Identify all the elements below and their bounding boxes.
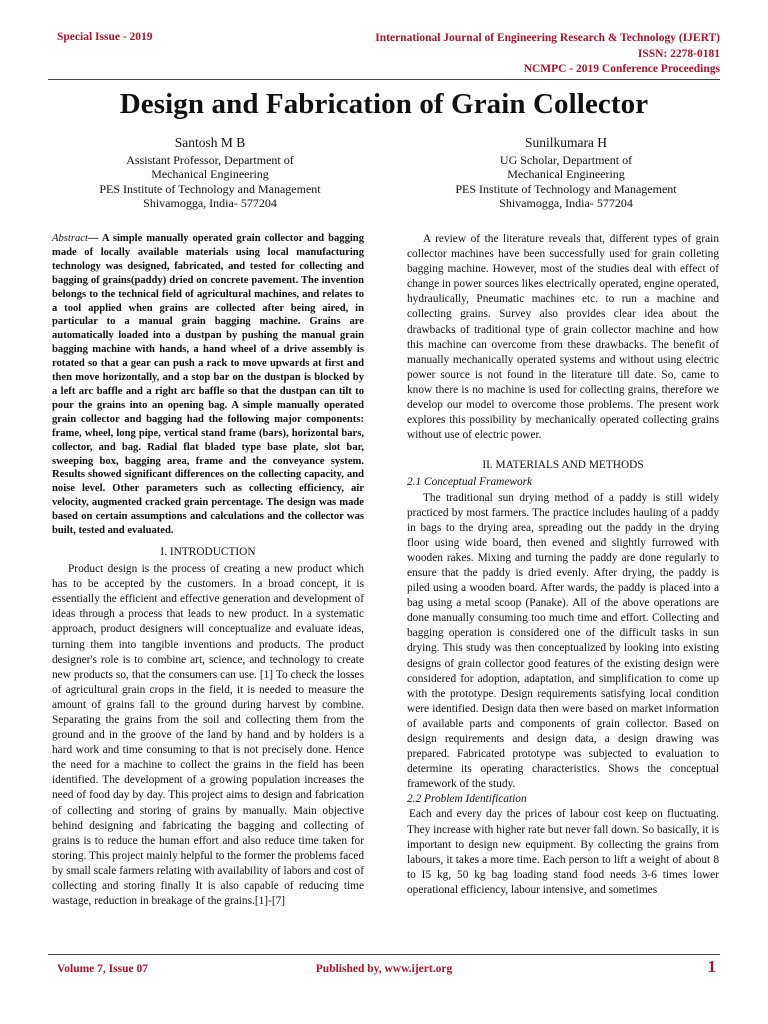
author-dept: Mechanical Engineering [507, 167, 625, 181]
author-location: Shivamogga, India- 577204 [143, 196, 277, 210]
abstract [52, 232, 364, 538]
author-location: Shivamogga, India- 577204 [499, 196, 633, 210]
left-column [52, 232, 364, 909]
author-institution: PES Institute of Technology and Management [99, 181, 321, 196]
author-institution: PES Institute of Technology and Management [455, 181, 677, 196]
section-heading-introduction: I. INTRODUCTION [160, 545, 256, 558]
conference-name: NCMPC - 2019 Conference Proceedings [523, 63, 720, 75]
footer-rule [48, 954, 720, 955]
journal-issn: ISSN: 2278-0181 [637, 47, 720, 60]
conceptual-framework-text: The traditional sun drying method of a paddy is still widely practiced by most farmers. The practice includes hauling of a paddy in bags to the drying area, spreading out the paddy in the drying floor using wide board, then evened and slightly furrowed with wooden rakes. Mixing and turning the paddy are done regularly to ensure that the paddy is dried evenly. After drying, the paddy is piled using a wooden board. After wards, the paddy is placed into a bag using a metal scoop (Panake). All of the above operations are done manually consuming too much time and effort. Collecting and bagging operation is considered one of the difficult tasks in sun drying. This study was then conceptualized by looking into existing designs of grain collector good features of the existing design were considered for adoption, adaptation, and simplification to come up with the prototype. Design requirements satisfying local condition were identified. Design data then were based on market information of available parts and components of grain collector. Based on design requirements and design data, a design drawing was prepared. Fabricated prototype was subjected to evaluation to determine its operating characteristics. Shows the conceptual framework of the study. [407, 491, 719, 791]
page-number: 1 [707, 957, 716, 976]
abstract-text: — A simple manually operated grain collector and bagging made of locally available materials using local manufacturing technology was designed, fabricated, and tested for collecting and bagging of grains(paddy) dried on concrete pavement. The invention belongs to the technical field of agricultural machines, and relates to a tool applied when grains are collected after being aired, in particular to a manual grain bagging machine. Grains are automatically loaded into a dustpan by pushing the manual grain bagging machine with hands, a hand wheel of a drive assembly is rotated so that a gear can push a rack to move upwards at first and then move horizontally, and a stop bar on the dustpan is blocked by a left arc baffle and a right arc baffle so that the dustpan can tilt to pour the grains into an opening bag. A simple manually operated grain collector and bagging had the following major components: frame, wheel, long pipe, vertical stand frame (bars), horizontal bars, collector, and bag. Radial flat bladed type base plate, slot bar, sweeping box, bagging area, frame and the conveyance system. Results showed significant differences on the collecting capacity, and noise level. Other parameters such as collecting efficiency, air velocity, augmented cracked grain percentage. The design was made based on certain assumptions and calculations and the collector was built, tested and evaluated. [52, 233, 364, 537]
subsection-heading-conceptual: 2.1 Conceptual Framework [407, 476, 533, 489]
author-block-1 [60, 136, 360, 211]
right-column [407, 232, 719, 898]
author-role: Assistant Professor, Department of [126, 152, 294, 167]
problem-identification-text: Each and every day the prices of labour cost keep on fluctuating. They increase with higher rate but never fall down. So basically, it is important to design new equipment. By collecting the grains from labours, it takes a more time. Each person to lift a weight of about 8 to I5 kg, 50 kg bag loading stand food needs 3-6 times lower operational efficiency, labour intensive, and sometimes [407, 808, 719, 896]
paper-title: Design and Fabrication of Grain Collector [119, 88, 649, 120]
author-name: Santosh M B [174, 135, 246, 150]
introduction-text: Product design is the process of creating a new product which has to be accepted by the customers. In a broad concept, it is essentially the efficient and effective generation and development of ideas through a process that leads to new product. In a systematic approach, product designers will conceptualize and evaluate ideas, turning them into tangible inventions and products. The product designer's role is to combine art, science, and technology to create new products so, that the consumers can use. [1] To check the losses of agricultural grain crops in the field, it is needed to measure the amount of grains fall to the ground during harvest by combine. Separating the grains from the soil and collecting them from the ground and in the groove of the land by hand and by holders is a hard work and time consuming to that is not precisely done. Hence the need for a machine to collect the grains in the field has been identified. The development of a growing population increases the need of food day by day. This project aims to design and fabrication of collecting and storing of grains by manually. Main objective behind designing and fabricating the bagging and collecting of grains is to reduce the human effort and also reduce time taken for storing. This project mainly helpful to the former the problems faced by small scale farmers relating with availability of labors and cost of collecting and storing finally It is also capable of reducing time wastage, reduction in breakage of the grains.[1]-[7] [52, 563, 364, 908]
header-special-issue: Special Issue - 2019 [57, 31, 153, 43]
abstract-label: Abstract [52, 233, 88, 244]
journal-name: International Journal of Engineering Research & Technology (IJERT) [375, 32, 720, 44]
author-dept: Mechanical Engineering [151, 167, 269, 181]
author-role: UG Scholar, Department of [499, 152, 633, 167]
author-block-2 [416, 136, 716, 211]
subsection-heading-problem: 2.2 Problem Identification [407, 793, 527, 806]
literature-review-text: A review of the literature reveals that, different types of grain collector machines have been successfully used for grain colleting bagging machine. However, most of the studies deal with effect of change in power sources likes electrically operated, engine operated, hydraulically, Pneumatic machines etc. to run a machine and collecting grains. Survey also provides clear idea about the drawbacks of traditional type of grain collector machine and how this machine can overcome from these drawbacks. The benefit of manually mechanically operated systems and without using electric power source is not found in the literature till date. So, came to know there is no machine is used for collecting grains, therefore we develop our model to overcome those problems. The present work explores this possibility by mechanically operated collecting grains without use of electric power. [407, 233, 719, 442]
footer-publisher-link[interactable]: Published by, www.ijert.org [315, 963, 453, 975]
header-journal-info [375, 31, 720, 78]
footer-volume: Volume 7, Issue 07 [57, 963, 148, 975]
section-heading-methods: II. MATERIALS AND METHODS [482, 459, 644, 472]
author-name: Sunilkumara H [524, 135, 608, 150]
header-rule [48, 79, 720, 80]
